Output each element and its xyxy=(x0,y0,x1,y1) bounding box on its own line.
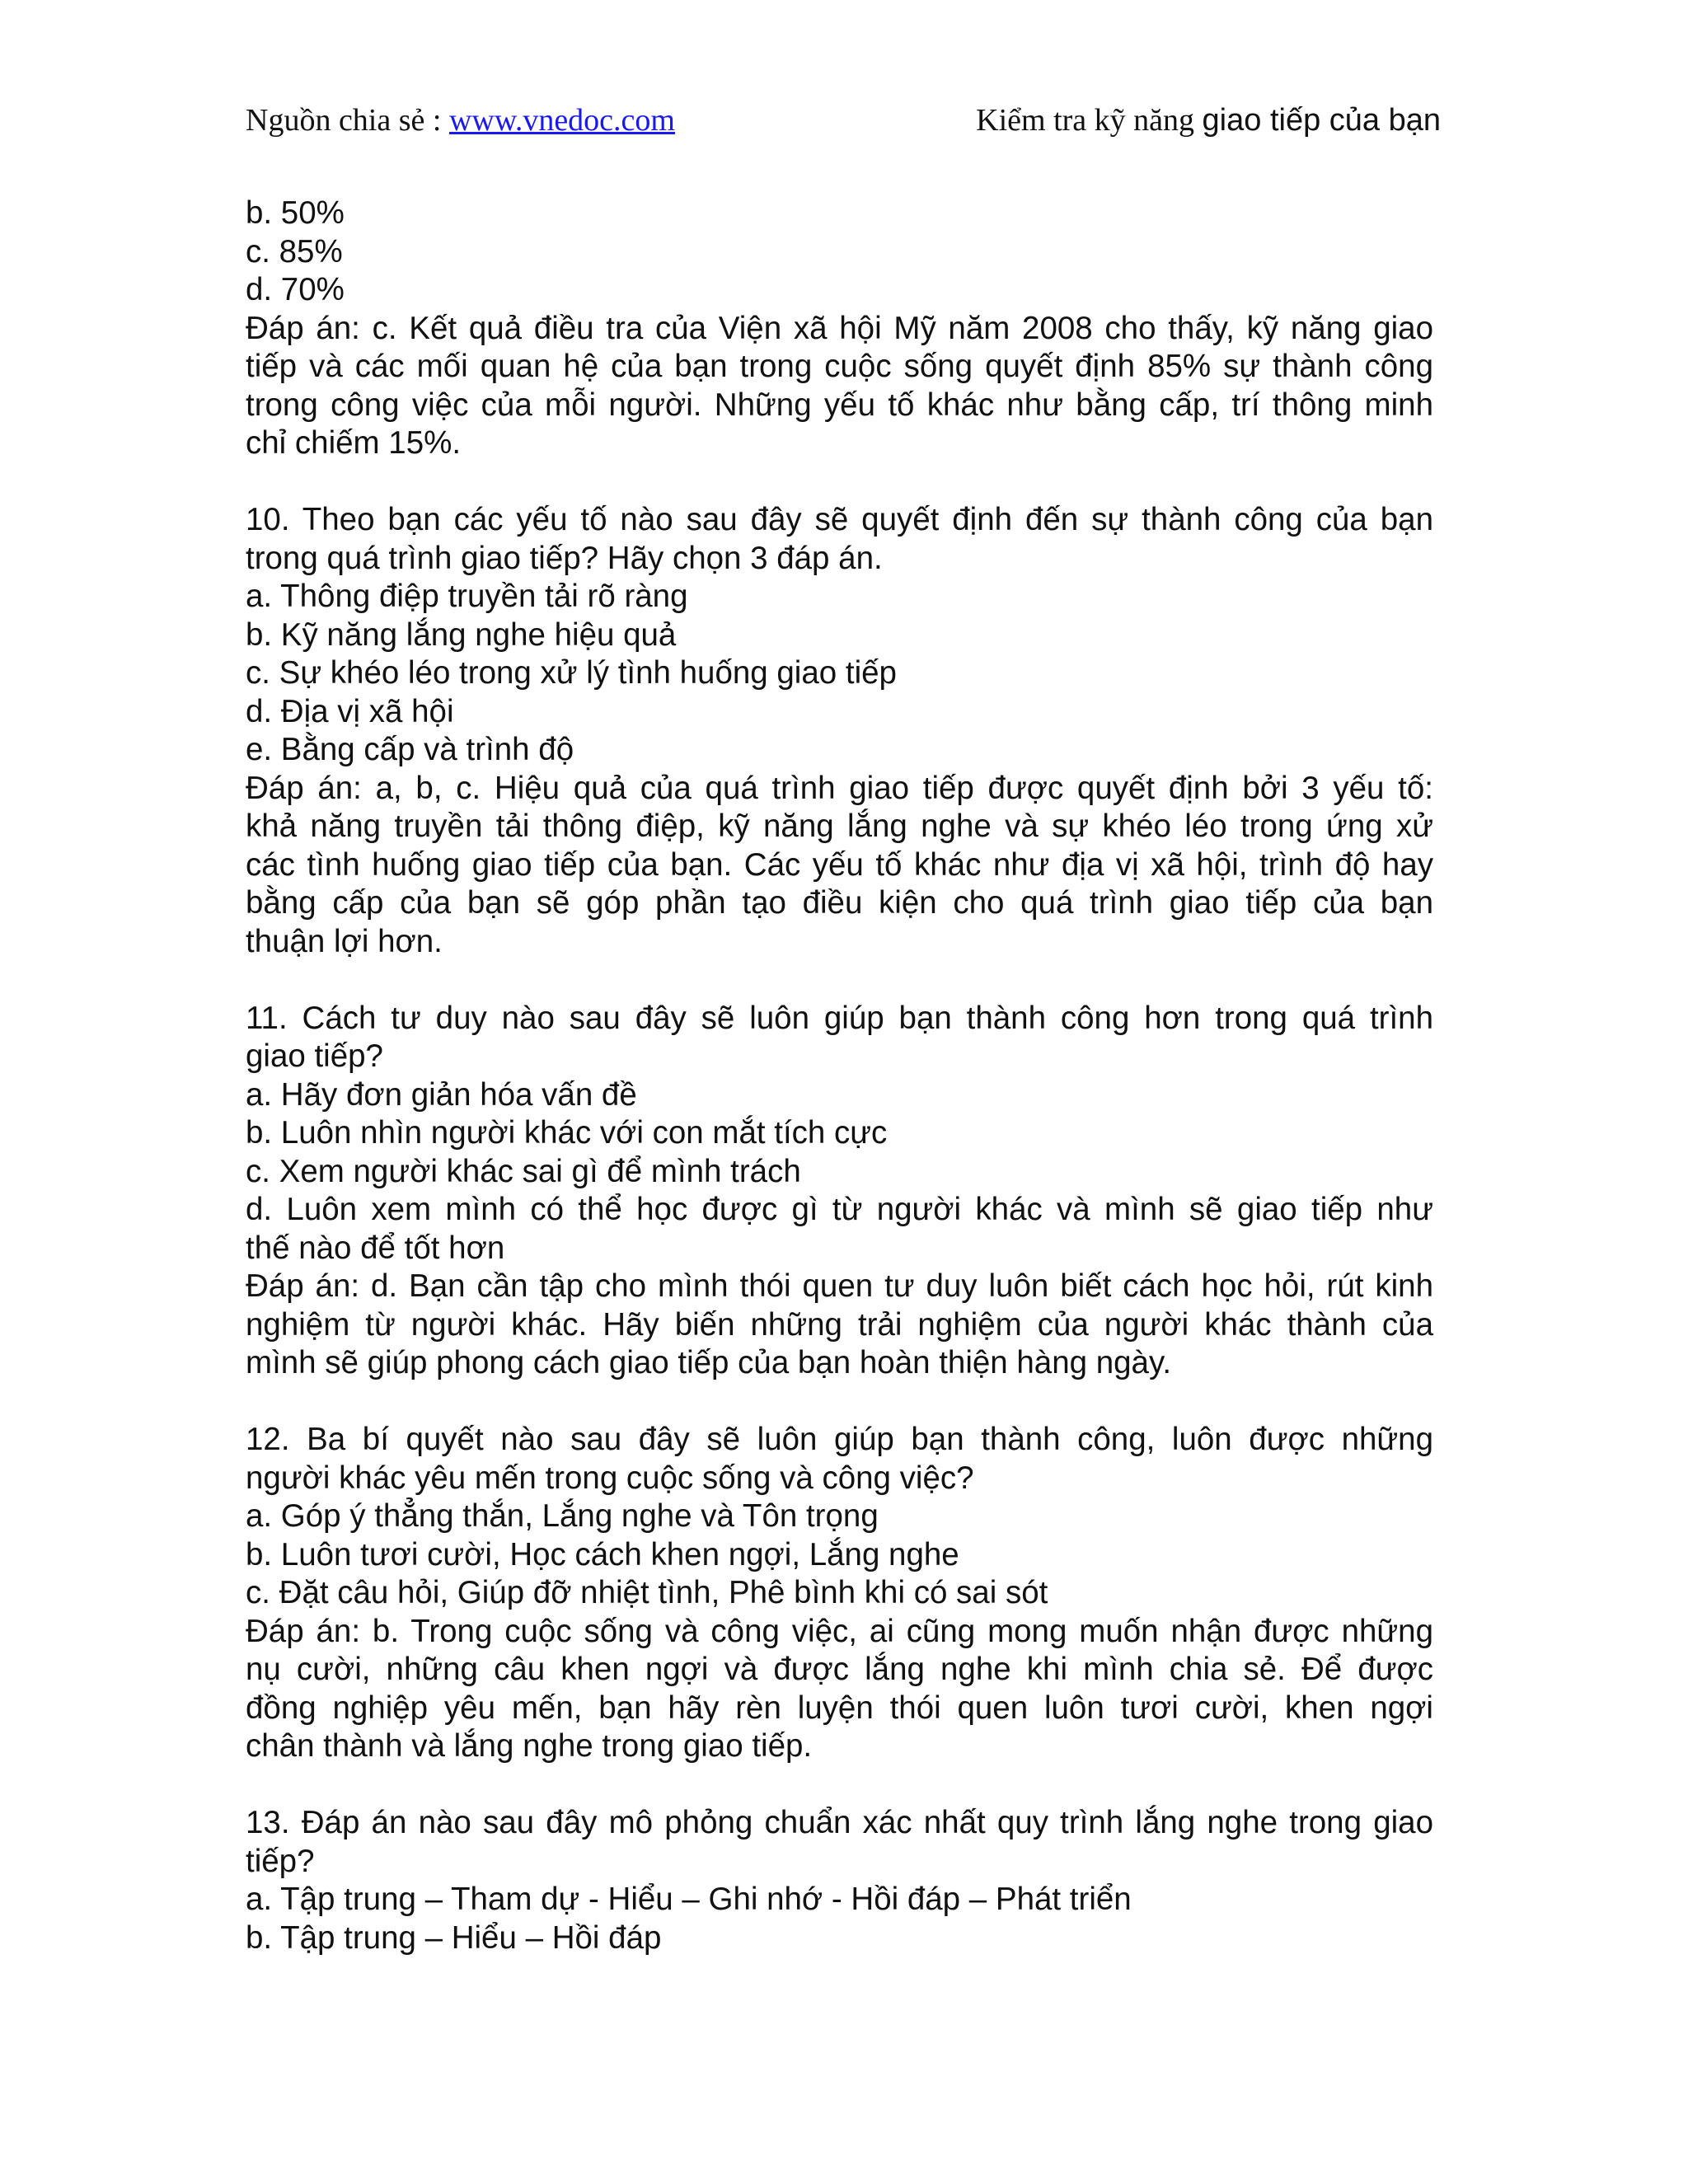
option: d. Luôn xem mình có thể học được gì từ người khác và mình sẽ giao tiếp như xyxy=(246,1192,1433,1227)
option: a. Tập trung – Tham dự - Hiểu – Ghi nhớ - Hồi đáp – Phát triển xyxy=(246,1882,1132,1917)
option: a. Thông điệp truyền tải rõ ràng xyxy=(246,579,688,614)
option: c. Đặt câu hỏi, Giúp đỡ nhiệt tình, Phê bình khi có sai sót xyxy=(246,1575,1048,1610)
answer-line: tiếp và các mối quan hệ của bạn trong cuộc sống quyết định 85% sự thành công xyxy=(246,349,1433,384)
question-line: 10. Theo bạn các yếu tố nào sau đây sẽ quyết định đến sự thành công của bạn xyxy=(246,502,1433,537)
answer-line: nụ cười, những câu khen ngợi và được lắng nghe khi mình chia sẻ. Để được xyxy=(246,1652,1433,1687)
answer-line: các tình huống giao tiếp của bạn. Các yếu tố khác như địa vị xã hội, trình độ hay xyxy=(246,846,1433,883)
question-10-block xyxy=(246,501,1433,961)
answer-line: mình sẽ giúp phong cách giao tiếp của bạn hoàn thiện hàng ngày. xyxy=(246,1345,1172,1380)
question-11-block xyxy=(246,1000,1433,1383)
answer-line: trong công việc của mỗi người. Những yếu tố khác như bằng cấp, trí thông minh xyxy=(246,387,1433,423)
document-title xyxy=(976,97,1441,143)
option: c. Xem người khác sai gì để mình trách xyxy=(246,1153,801,1189)
option: c. Sự khéo léo trong xử lý tình huống giao tiếp xyxy=(246,655,897,691)
question-line: 12. Ba bí quyết nào sau đây sẽ luôn giúp bạn thành công, luôn được những xyxy=(246,1422,1433,1457)
option: e. Bằng cấp và trình độ xyxy=(246,732,574,767)
option: thế nào để tốt hơn xyxy=(246,1230,505,1266)
option: c. 85% xyxy=(246,233,343,269)
option: a. Hãy đơn giản hóa vấn đề xyxy=(246,1076,637,1113)
answer-line: Đáp án: a, b, c. Hiệu quả của quá trình giao tiếp được quyết định bởi 3 yếu tố: xyxy=(246,770,1433,806)
question-line: người khác yêu mến trong cuộc sống và công việc? xyxy=(246,1460,974,1496)
option: b. Tập trung – Hiểu – Hồi đáp xyxy=(246,1919,662,1956)
option: d. 70% xyxy=(246,272,345,307)
answer-line: nghiệm từ người khác. Hãy biến những trải nghiệm của người khác thành của xyxy=(246,1306,1433,1343)
page-header xyxy=(246,97,1441,143)
question-12-block xyxy=(246,1421,1433,1766)
option: d. Địa vị xã hội xyxy=(246,693,454,729)
answer-line: Đáp án: d. Bạn cần tập cho mình thói quen tư duy luôn biết cách học hỏi, rút kinh xyxy=(246,1268,1433,1304)
question-line: 13. Đáp án nào sau đây mô phỏng chuẩn xác nhất quy trình lắng nghe trong giao xyxy=(246,1805,1433,1840)
option: b. 50% xyxy=(246,195,345,231)
answer-line: chỉ chiếm 15%. xyxy=(246,425,462,461)
question-line: trong quá trình giao tiếp? Hãy chọn 3 đáp án. xyxy=(246,540,883,576)
document-body xyxy=(246,194,1433,1957)
question-line: giao tiếp? xyxy=(246,1038,383,1074)
answer-line: đồng nghiệp yêu mến, bạn hãy rèn luyện thói quen luôn tươi cười, khen ngợi xyxy=(246,1690,1433,1726)
source-attribution xyxy=(246,97,675,143)
option: b. Luôn nhìn người khác với con mắt tích cực xyxy=(246,1115,888,1151)
title-serif-part: Kiểm tra kỹ năng xyxy=(976,103,1203,138)
question-9-block xyxy=(246,194,1433,463)
question-line: tiếp? xyxy=(246,1843,315,1879)
answer-line: Đáp án: c. Kết quả điều tra của Viện xã hội Mỹ năm 2008 cho thấy, kỹ năng giao xyxy=(246,310,1433,346)
answer-line: Đáp án: b. Trong cuộc sống và công việc, ai cũng mong muốn nhận được những xyxy=(246,1613,1433,1649)
answer-line: thuận lợi hơn. xyxy=(246,923,443,959)
source-link[interactable]: www.vnedoc.com xyxy=(448,103,675,138)
question-line: 11. Cách tư duy nào sau đây sẽ luôn giúp bạn thành công hơn trong quá trình xyxy=(246,1000,1433,1036)
answer-line: khả năng truyền tải thông điệp, kỹ năng lắng nghe và sự khéo léo trong ứng xử xyxy=(246,808,1433,844)
title-sans-part: giao tiếp của bạn xyxy=(1202,103,1441,138)
answer-line: chân thành và lắng nghe trong giao tiếp. xyxy=(246,1728,813,1764)
answer-line: bằng cấp của bạn sẽ góp phần tạo điều kiện cho quá trình giao tiếp của bạn xyxy=(246,885,1433,921)
option: b. Luôn tươi cười, Học cách khen ngợi, Lắng nghe xyxy=(246,1536,959,1572)
source-label: Nguồn chia sẻ : xyxy=(246,103,449,138)
option: a. Góp ý thẳng thắn, Lắng nghe và Tôn trọng xyxy=(246,1498,879,1534)
option: b. Kỹ năng lắng nghe hiệu quả xyxy=(246,616,677,653)
question-13-block xyxy=(246,1804,1433,1957)
